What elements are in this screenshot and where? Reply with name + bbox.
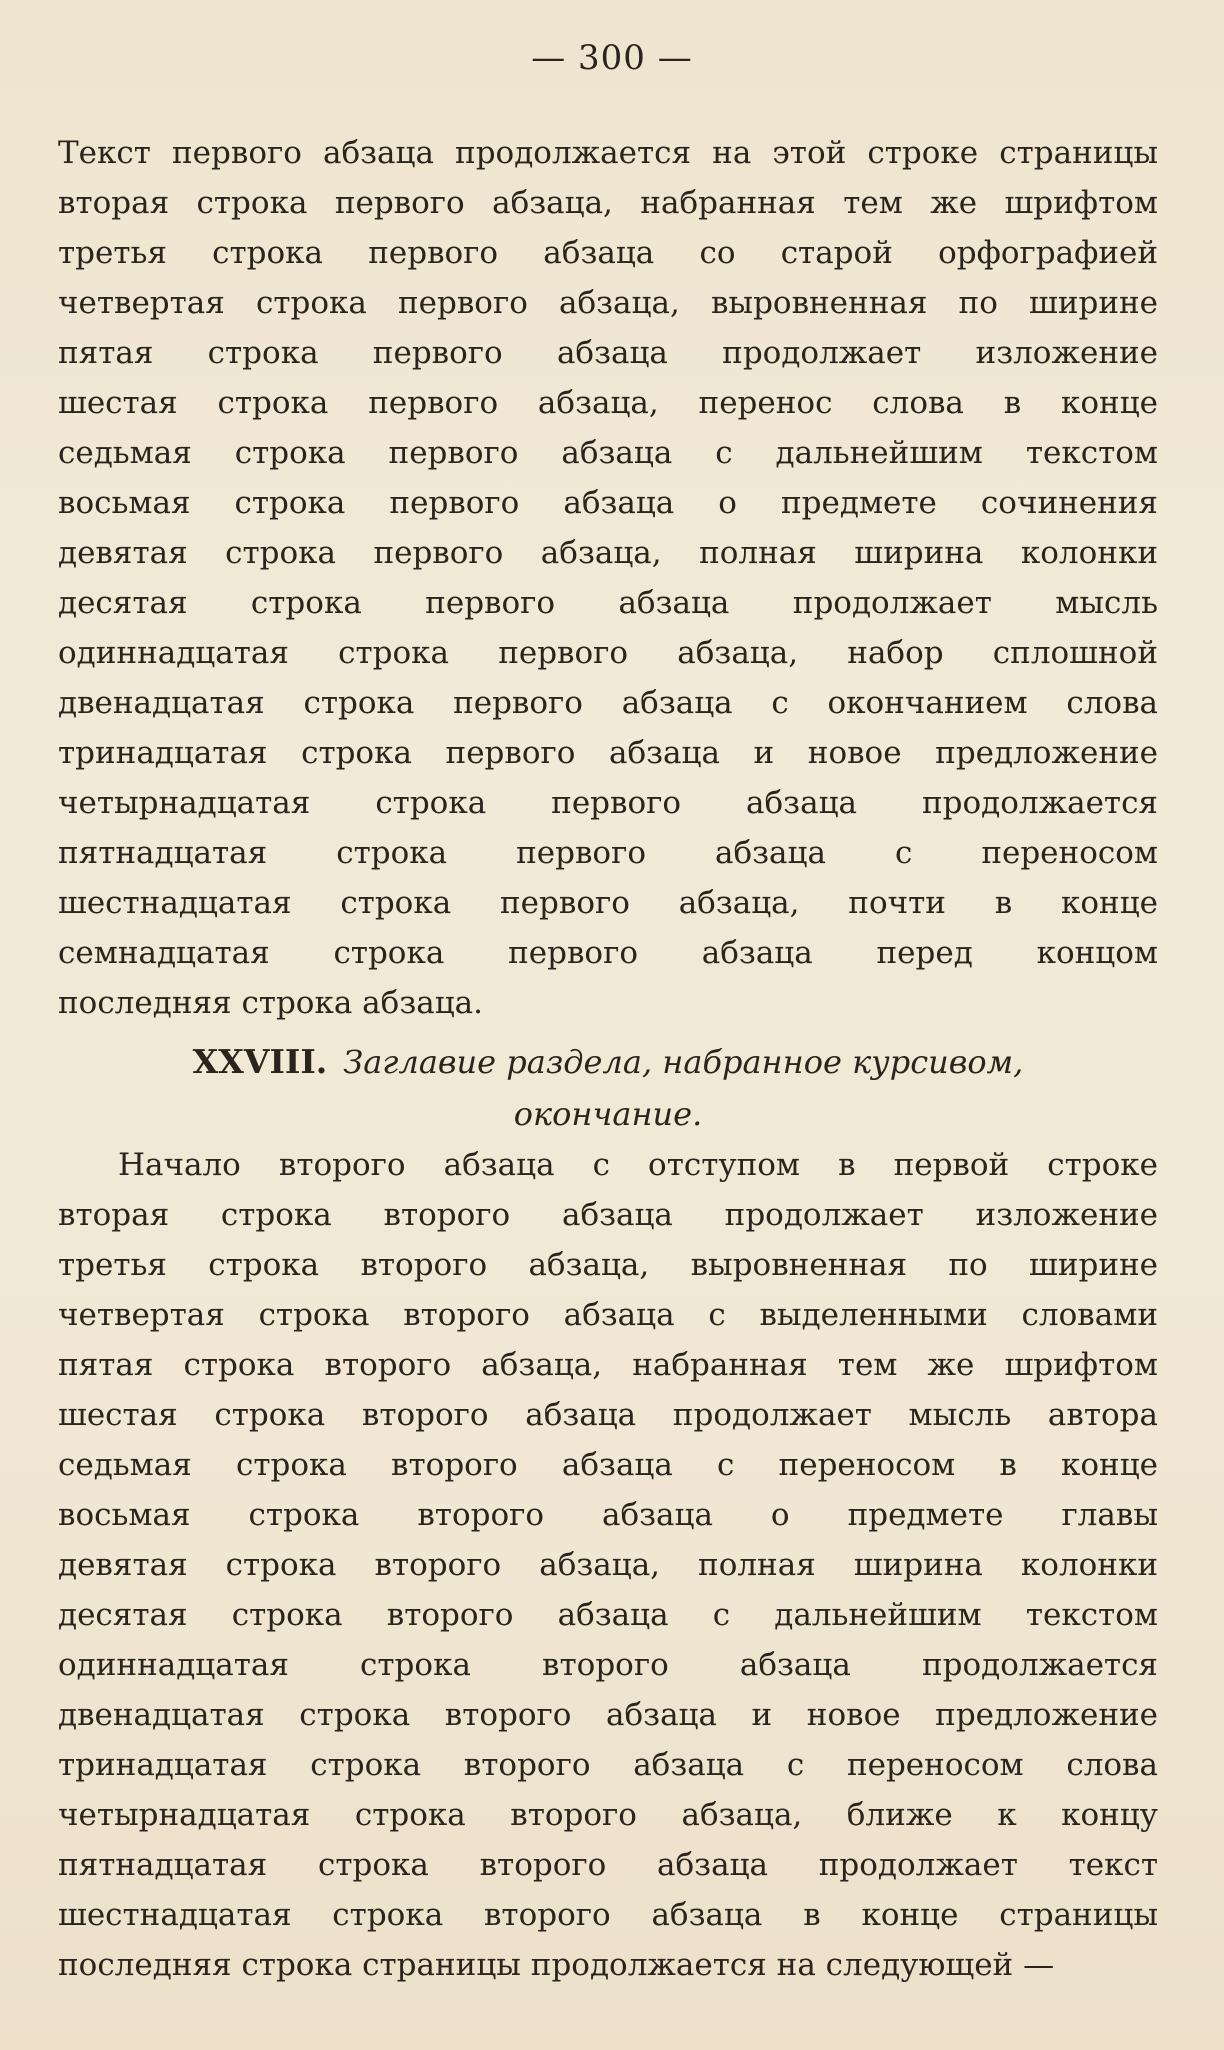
text-line: шестая строка первого абзаца, перенос слова в конце	[58, 385, 1158, 421]
section-title-line-1: Заглавие раздела, набранное курсивом,	[343, 1043, 1024, 1081]
paragraph-2	[58, 1140, 1158, 1990]
text-line: Текст первого абзаца продолжается на этой строке страницы	[58, 135, 1158, 171]
section-heading	[58, 1036, 1158, 1140]
text-line: одиннадцатая строка первого абзаца, набор сплошной	[58, 635, 1158, 671]
text-line: десятая строка второго абзаца с дальнейшим текстом	[58, 1597, 1158, 1633]
text-line: Начало второго абзаца с отступом в первой строке	[118, 1147, 1158, 1183]
text-line: четвертая строка второго абзаца с выделенными словами	[58, 1297, 1158, 1333]
text-line: девятая строка первого абзаца, полная ширина колонки	[58, 535, 1158, 571]
text-line: шестнадцатая строка первого абзаца, почти в конце	[58, 885, 1158, 921]
text-line: третья строка второго абзаца, выровненная по ширине	[58, 1247, 1158, 1283]
text-line: двенадцатая строка второго абзаца и новое предложение	[58, 1697, 1158, 1733]
text-line: четырнадцатая строка второго абзаца, ближе к концу	[58, 1797, 1158, 1833]
text-line: шестая строка второго абзаца продолжает мысль автора	[58, 1397, 1158, 1433]
text-line: девятая строка второго абзаца, полная ширина колонки	[58, 1547, 1158, 1583]
text-line: вторая строка второго абзаца продолжает изложение	[58, 1197, 1158, 1233]
text-line: тринадцатая строка первого абзаца и новое предложение	[58, 735, 1158, 771]
text-line: восьмая строка первого абзаца о предмете сочинения	[58, 485, 1158, 521]
text-line: пятнадцатая строка первого абзаца с переносом	[58, 835, 1158, 871]
page-number: — 300 —	[531, 38, 693, 78]
text-line: пятая строка первого абзаца продолжает изложение	[58, 335, 1158, 371]
text-line: седьмая строка второго абзаца с переносом в конце	[58, 1447, 1158, 1483]
text-line: десятая строка первого абзаца продолжает мысль	[58, 585, 1158, 621]
text-line: последняя строка абзаца.	[58, 985, 483, 1021]
text-line: восьмая строка второго абзаца о предмете главы	[58, 1497, 1158, 1533]
text-line: шестнадцатая строка второго абзаца в конце страницы	[58, 1897, 1158, 1933]
text-line: тринадцатая строка второго абзаца с переносом слова	[58, 1747, 1158, 1783]
text-line: двенадцатая строка первого абзаца с окончанием слова	[58, 685, 1158, 721]
text-line: седьмая строка первого абзаца с дальнейшим текстом	[58, 435, 1158, 471]
text-line: четырнадцатая строка первого абзаца продолжается	[58, 785, 1158, 821]
text-line: последняя строка страницы продолжается на следующей —	[58, 1947, 1055, 1983]
section-number: XXVIII.	[192, 1042, 328, 1081]
text-line: пятая строка второго абзаца, набранная тем же шрифтом	[58, 1347, 1158, 1383]
body-text	[58, 128, 1158, 1990]
text-line: третья строка первого абзаца со старой орфографией	[58, 235, 1158, 271]
text-line: одиннадцатая строка второго абзаца продолжается	[58, 1647, 1158, 1683]
text-line: семнадцатая строка первого абзаца перед концом	[58, 935, 1158, 971]
section-title-line-2: окончание.	[513, 1095, 703, 1133]
paragraph-1	[58, 128, 1158, 1028]
text-line: четвертая строка первого абзаца, выровненная по ширине	[58, 285, 1158, 321]
text-line: пятнадцатая строка второго абзаца продолжает текст	[58, 1847, 1158, 1883]
text-line: вторая строка первого абзаца, набранная тем же шрифтом	[58, 185, 1158, 221]
